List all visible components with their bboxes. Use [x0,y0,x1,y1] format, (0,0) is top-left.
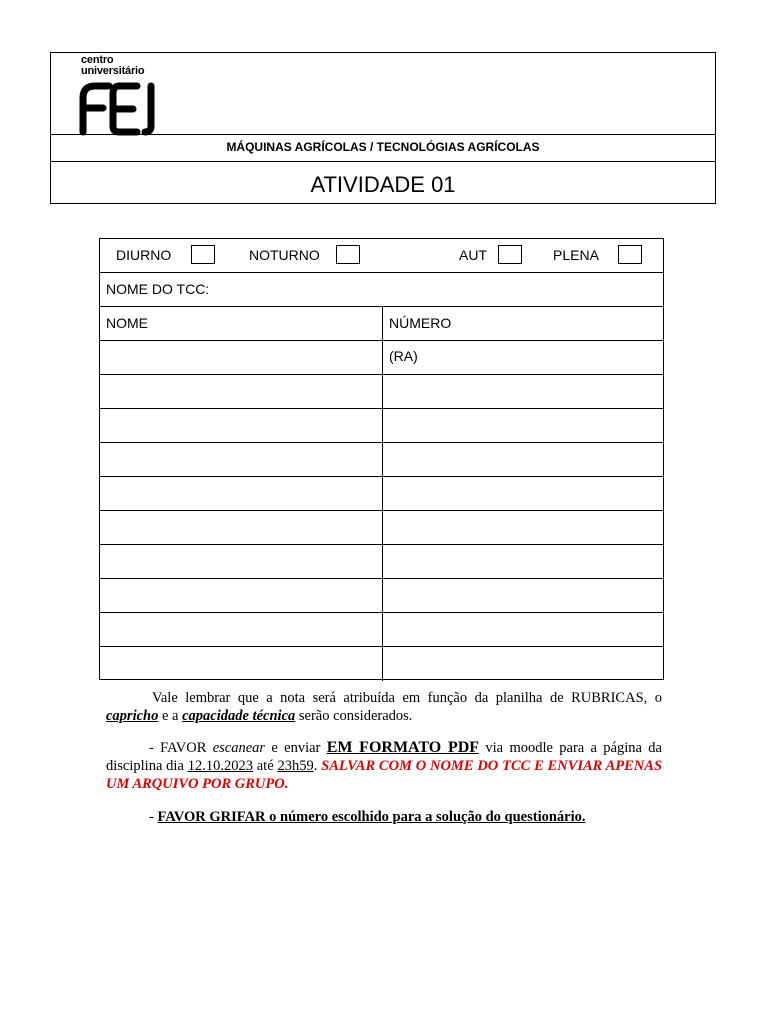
checkbox-noturno[interactable] [336,245,360,264]
student-ra-cell[interactable] [382,477,663,510]
submission-and-send: e enviar [265,740,327,756]
tcc-name-label: NOME DO TCC: [106,281,210,297]
student-name-cell[interactable] [100,443,382,476]
student-row [100,409,663,443]
student-name-cell[interactable] [100,545,382,578]
fei-logo [79,55,169,135]
column-header-row [100,307,663,364]
student-ra-cell[interactable] [382,647,663,681]
student-name-cell[interactable] [100,409,382,442]
student-name-cell[interactable] [100,375,382,408]
student-ra-cell[interactable] [382,409,663,442]
rubric-capacidade: capacidade técnica [182,708,296,724]
rubric-end: serão considerados. [295,708,413,724]
submission-time: 23h59 [277,758,314,774]
student-name-cell[interactable] [100,511,382,544]
option-label-plena: PLENA [553,247,599,263]
student-row [100,341,663,375]
student-name-cell[interactable] [100,477,382,510]
student-ra-cell[interactable] [382,613,663,646]
checkbox-plena[interactable] [618,245,642,264]
option-label-noturno: NOTURNO [249,247,320,263]
submission-prefix: - FAVOR [149,740,213,756]
column-header-name: NOME [106,315,148,331]
rubric-note [106,689,662,725]
logo-line-1: centro [81,54,114,66]
fei-logo-mark [79,82,165,136]
activity-title: ATIVIDADE 01 [310,172,456,197]
student-row [100,613,663,647]
student-ra-cell[interactable] [382,545,663,578]
submission-escanear: escanear [212,740,266,756]
student-name-cell[interactable] [100,613,382,646]
option-label-aut: AUT [459,247,487,263]
student-ra-cell[interactable] [382,375,663,408]
logo-caption [81,55,144,77]
submission-until: até [252,758,278,774]
highlight-text: FAVOR GRIFAR o número escolhido para a solução do questionário. [157,809,586,825]
student-form-table [99,238,664,680]
rubric-note-text: Vale lembrar que a nota será atribuída em função da planilha de RUBRICAS, o [152,690,662,706]
document-header [50,52,716,204]
rubric-capricho: capricho [106,708,159,724]
student-ra-cell[interactable] [382,579,663,612]
submission-via: via moodle para a página da disciplina dia [106,740,662,774]
student-ra-cell[interactable] [382,511,663,544]
student-ra-cell[interactable] [382,341,663,374]
submission-period: . [313,758,322,774]
student-name-cell[interactable] [100,579,382,612]
student-name-cell[interactable] [100,647,382,681]
student-row [100,477,663,511]
student-ra-cell[interactable] [382,443,663,476]
option-label-diurno: DIURNO [116,247,172,263]
column-header-ra: NÚMERO (RA) [389,315,452,364]
checkbox-aut[interactable] [498,245,522,264]
highlight-prefix: - [149,809,158,825]
student-row [100,511,663,545]
student-row [100,647,663,681]
course-name: MÁQUINAS AGRÍCOLAS / TECNOLÓGIAS AGRÍCOLAS [51,134,715,162]
student-name-cell[interactable] [100,341,382,374]
logo-row [51,53,715,135]
logo-line-2: universitário [81,65,145,77]
student-row [100,443,663,477]
tcc-name-row[interactable] [100,273,663,307]
student-row [100,579,663,613]
submission-warning: SALVAR COM O NOME DO TCC E ENVIAR APENAS UM ARQUIVO POR GRUPO. [106,758,663,792]
submission-date: 12.10.2023 [187,758,253,774]
column-divider [382,307,452,364]
shift-options-row [100,239,663,273]
submission-format: EM FORMATO PDF [326,739,480,756]
submission-note [106,739,662,793]
student-row [100,545,663,579]
highlight-note [106,808,662,826]
student-row [100,375,663,409]
checkbox-diurno[interactable] [191,245,215,264]
rubric-connector: e a [158,708,183,724]
